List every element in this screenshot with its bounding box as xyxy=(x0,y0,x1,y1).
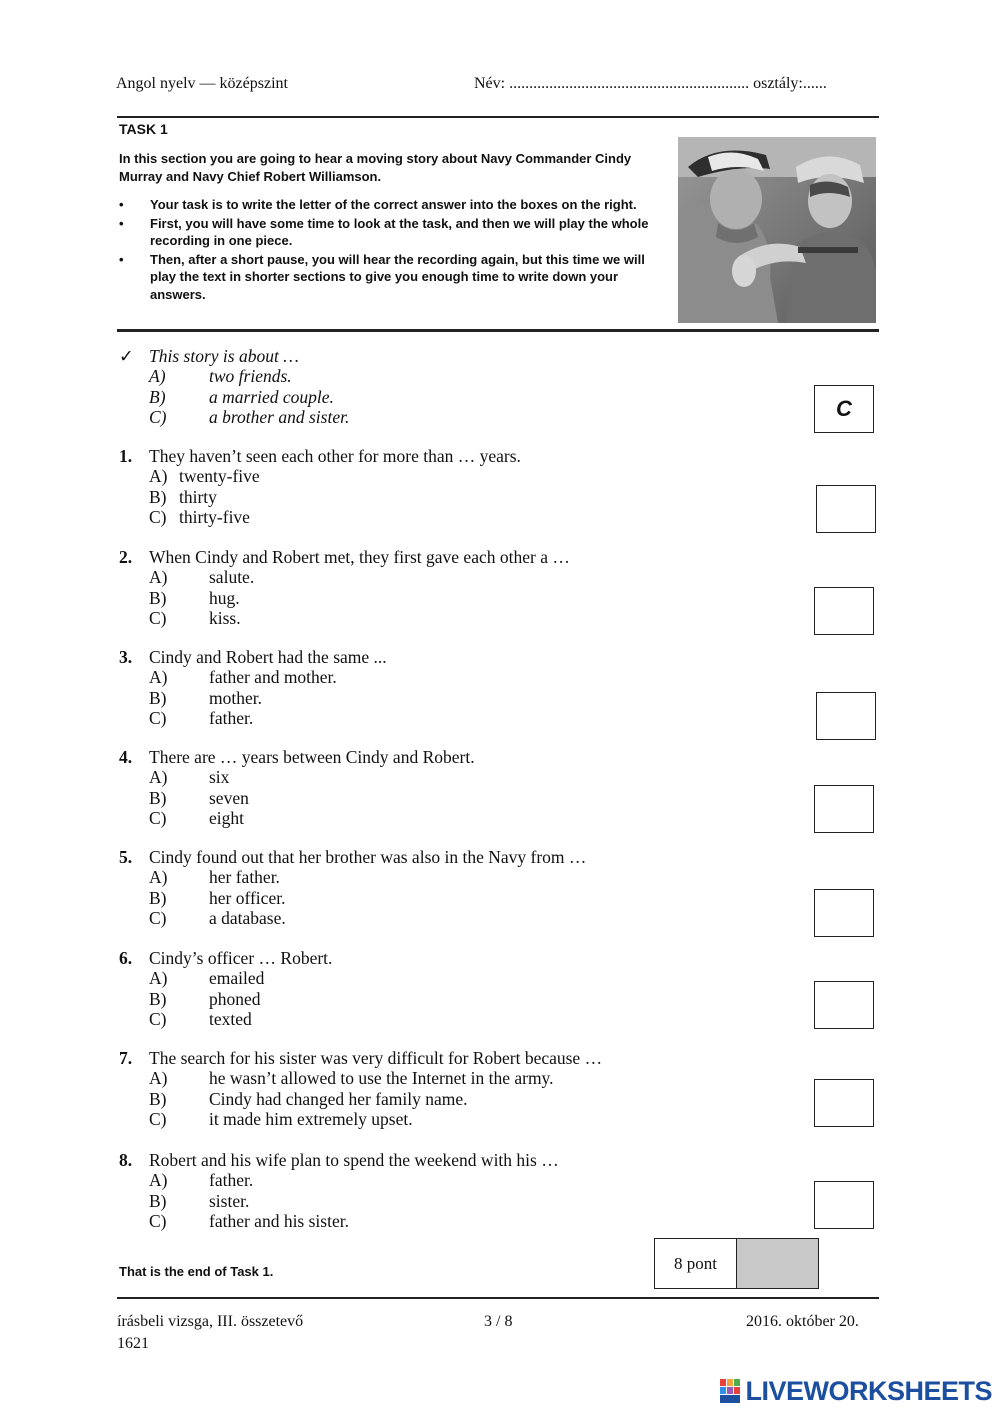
task-intro: In this section you are going to hear a moving story about Navy Commander Cindy Murray and Navy Chief Robert Williamson. xyxy=(119,151,632,184)
answer-option: A) he wasn’t allowed to use the Internet in the army. xyxy=(149,1068,554,1089)
answer-box-7[interactable] xyxy=(814,1079,874,1127)
example-answer-box: C xyxy=(814,385,874,433)
liveworksheets-icon xyxy=(719,1378,741,1404)
answer-option: B) phoned xyxy=(149,988,261,1009)
answer-option: B) sister. xyxy=(149,1190,250,1211)
answer-option: C) kiss. xyxy=(149,607,241,628)
answer-option: B) Cindy had changed her family name. xyxy=(149,1088,468,1109)
answer-option: C) thirty-five xyxy=(149,506,250,527)
question-stem: The search for his sister was very difficult for Robert because … xyxy=(149,1048,603,1068)
answer-option: C) a database. xyxy=(149,907,286,928)
name-class-field: Név: ............................................................ osztály:...... xyxy=(474,75,827,92)
page-number: 3 / 8 xyxy=(484,1313,513,1330)
answer-box-4[interactable] xyxy=(814,785,874,833)
answer-option: A) father and mother. xyxy=(149,667,337,688)
brand-name: LIVEWORKSHEETS xyxy=(745,1375,992,1406)
question-stem: Robert and his wife plan to spend the weekend with his … xyxy=(149,1150,559,1170)
answer-option: B) a married couple. xyxy=(149,386,334,407)
answer-option: A) her father. xyxy=(149,867,280,888)
score-box xyxy=(654,1238,819,1289)
intro-divider xyxy=(117,329,879,332)
end-of-task-text: That is the end of Task 1. xyxy=(119,1264,274,1279)
answer-box-8[interactable] xyxy=(814,1181,874,1229)
exam-subject: Angol nyelv — középszint xyxy=(116,75,288,92)
answer-option: C) eight xyxy=(149,807,244,828)
question-stem: They haven’t seen each other for more than … years. xyxy=(149,446,521,466)
header-divider xyxy=(117,116,879,118)
question-stem: This story is about … xyxy=(149,346,299,366)
reunion-photo xyxy=(678,137,876,323)
check-mark: ✓ xyxy=(119,346,134,366)
answer-box-3[interactable] xyxy=(816,692,876,740)
footer-exam-part: írásbeli vizsga, III. összetevő xyxy=(117,1313,304,1330)
score-label: 8 pont xyxy=(655,1239,737,1288)
answer-option: C) father and his sister. xyxy=(149,1210,349,1231)
instruction-item: • First, you will have some time to look at the task, and then we will play the whole recording in one piece. xyxy=(119,215,649,248)
answer-box-1[interactable] xyxy=(816,485,876,533)
question-stem: There are … years between Cindy and Robert. xyxy=(149,747,475,767)
answer-option: A) two friends. xyxy=(149,366,292,387)
task-title: TASK 1 xyxy=(119,121,168,137)
footer-divider xyxy=(117,1297,879,1299)
answer-box-2[interactable] xyxy=(814,587,874,635)
question-stem: When Cindy and Robert met, they first gave each other a … xyxy=(149,547,570,567)
answer-option: B) mother. xyxy=(149,687,262,708)
bullet: • xyxy=(119,251,124,267)
answer-option: C) it made him extremely upset. xyxy=(149,1108,413,1129)
answer-option: A) salute. xyxy=(149,567,255,588)
instructions-list xyxy=(119,196,659,304)
answer-option: B) her officer. xyxy=(149,887,286,908)
answer-option: B) seven xyxy=(149,787,249,808)
question-stem: Cindy and Robert had the same ... xyxy=(149,647,387,667)
answer-option: C) texted xyxy=(149,1008,252,1029)
instruction-item: • Your task is to write the letter of the correct answer into the boxes on the right. xyxy=(119,197,637,212)
answer-option: A) six xyxy=(149,767,230,788)
answer-option: A) twenty-five xyxy=(149,466,260,487)
answer-option: A) father. xyxy=(149,1170,254,1191)
question-stem: Cindy found out that her brother was also in the Navy from … xyxy=(149,847,587,867)
footer-code: 1621 xyxy=(117,1335,149,1352)
answer-box-6[interactable] xyxy=(814,981,874,1029)
answer-box-5[interactable] xyxy=(814,889,874,937)
exam-date: 2016. október 20. xyxy=(746,1313,859,1330)
answer-option: B) hug. xyxy=(149,587,240,608)
answer-option: A) emailed xyxy=(149,968,265,989)
score-field xyxy=(737,1239,818,1288)
liveworksheets-logo[interactable] xyxy=(719,1376,992,1406)
instruction-item: • Then, after a short pause, you will hear the recording again, but this time we will play the text in shorter sections to give you enough time to write down your answers. xyxy=(119,251,645,302)
bullet: • xyxy=(119,215,124,231)
answer-option: C) a brother and sister. xyxy=(149,406,350,427)
answer-option: C) father. xyxy=(149,707,254,728)
bullet: • xyxy=(119,197,124,212)
question-stem: Cindy’s officer … Robert. xyxy=(149,948,333,968)
answer-option: B) thirty xyxy=(149,486,217,507)
